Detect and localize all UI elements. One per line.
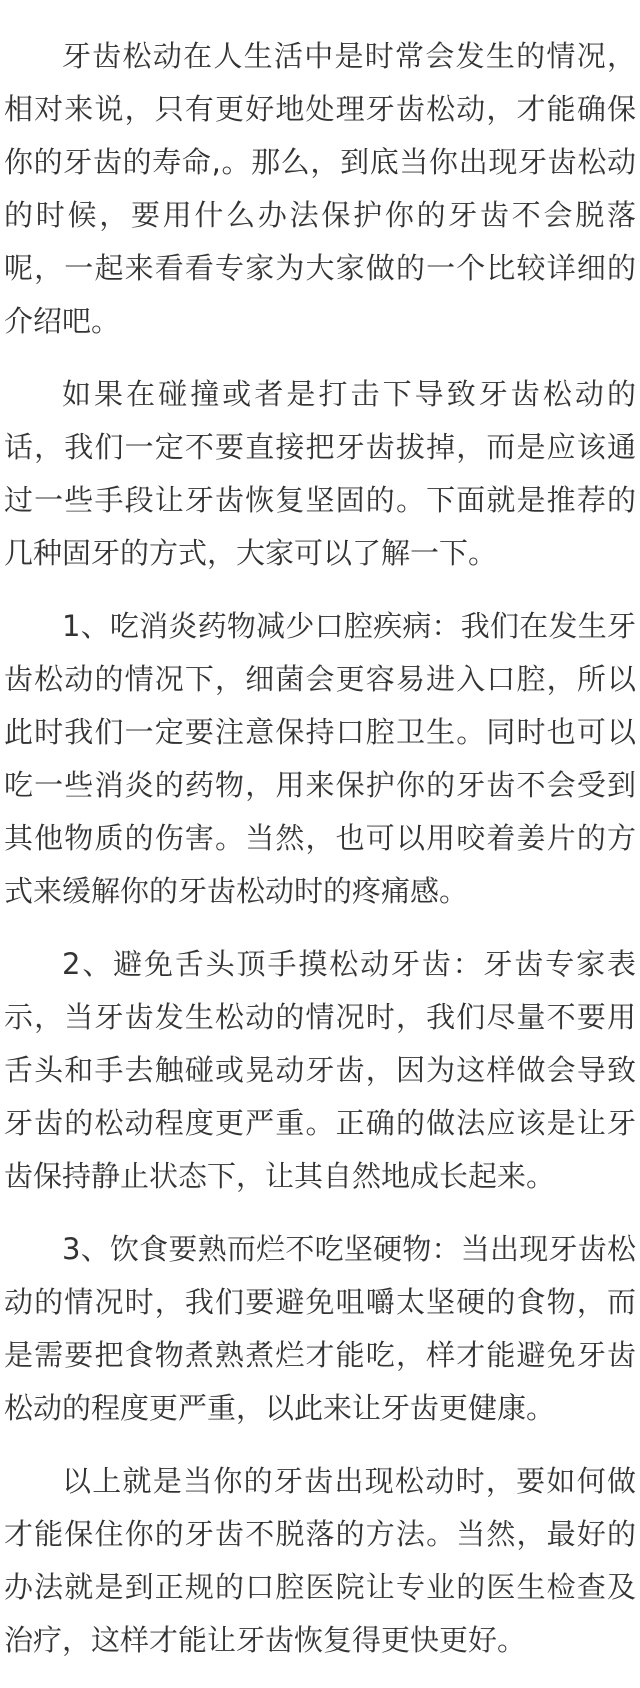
paragraph-tip-3: 3、饮食要熟而烂不吃坚硬物：当出现牙齿松动的情况时，我们要避免咀嚼太坚硬的食物，而是需要把食物煮熟煮烂才能吃，样才能避免牙齿松动的程度更严重，以此来让牙齿更健康。 — [4, 1232, 636, 1425]
paragraph-conclusion: 以上就是当你的牙齿出现松动时，要如何做才能保住你的牙齿不脱落的方法。当然，最好的办法就是到正规的口腔医院让专业的医生检查及治疗，这样才能让牙齿恢复得更快更好。 — [4, 1464, 636, 1657]
paragraph-tip-1: 1、吃消炎药物减少口腔疾病：我们在发生牙齿松动的情况下，细菌会更容易进入口腔，所以此时我们一定要注意保持口腔卫生。同时也可以吃一些消炎的药物，用来保护你的牙齿不会受到其他物质的伤害。当然，也可以用咬着姜片的方式来缓解你的牙齿松动时的疼痛感。 — [4, 609, 636, 908]
paragraph-warning: 如果在碰撞或者是打击下导致牙齿松动的话，我们一定不要直接把牙齿拔掉，而是应该通过一些手段让牙齿恢复坚固的。下面就是推荐的几种固牙的方式，大家可以了解一下。 — [4, 377, 636, 570]
paragraph-intro: 牙齿松动在人生活中是时常会发生的情况，相对来说，只有更好地处理牙齿松动，才能确保你的牙齿的寿命,。那么，到底当你出现牙齿松动的时候，要用什么办法保护你的牙齿不会脱落呢，一起来看看专家为大家做的一个比较详细的介绍吧。 — [4, 39, 636, 338]
paragraph-tip-2: 2、避免舌头顶手摸松动牙齿：牙齿专家表示，当牙齿发生松动的情况时，我们尽量不要用舌头和手去触碰或晃动牙齿，因为这样做会导致牙齿的松动程度更严重。正确的做法应该是让牙齿保持静止状态下，让其自然地成长起来。 — [4, 947, 636, 1193]
